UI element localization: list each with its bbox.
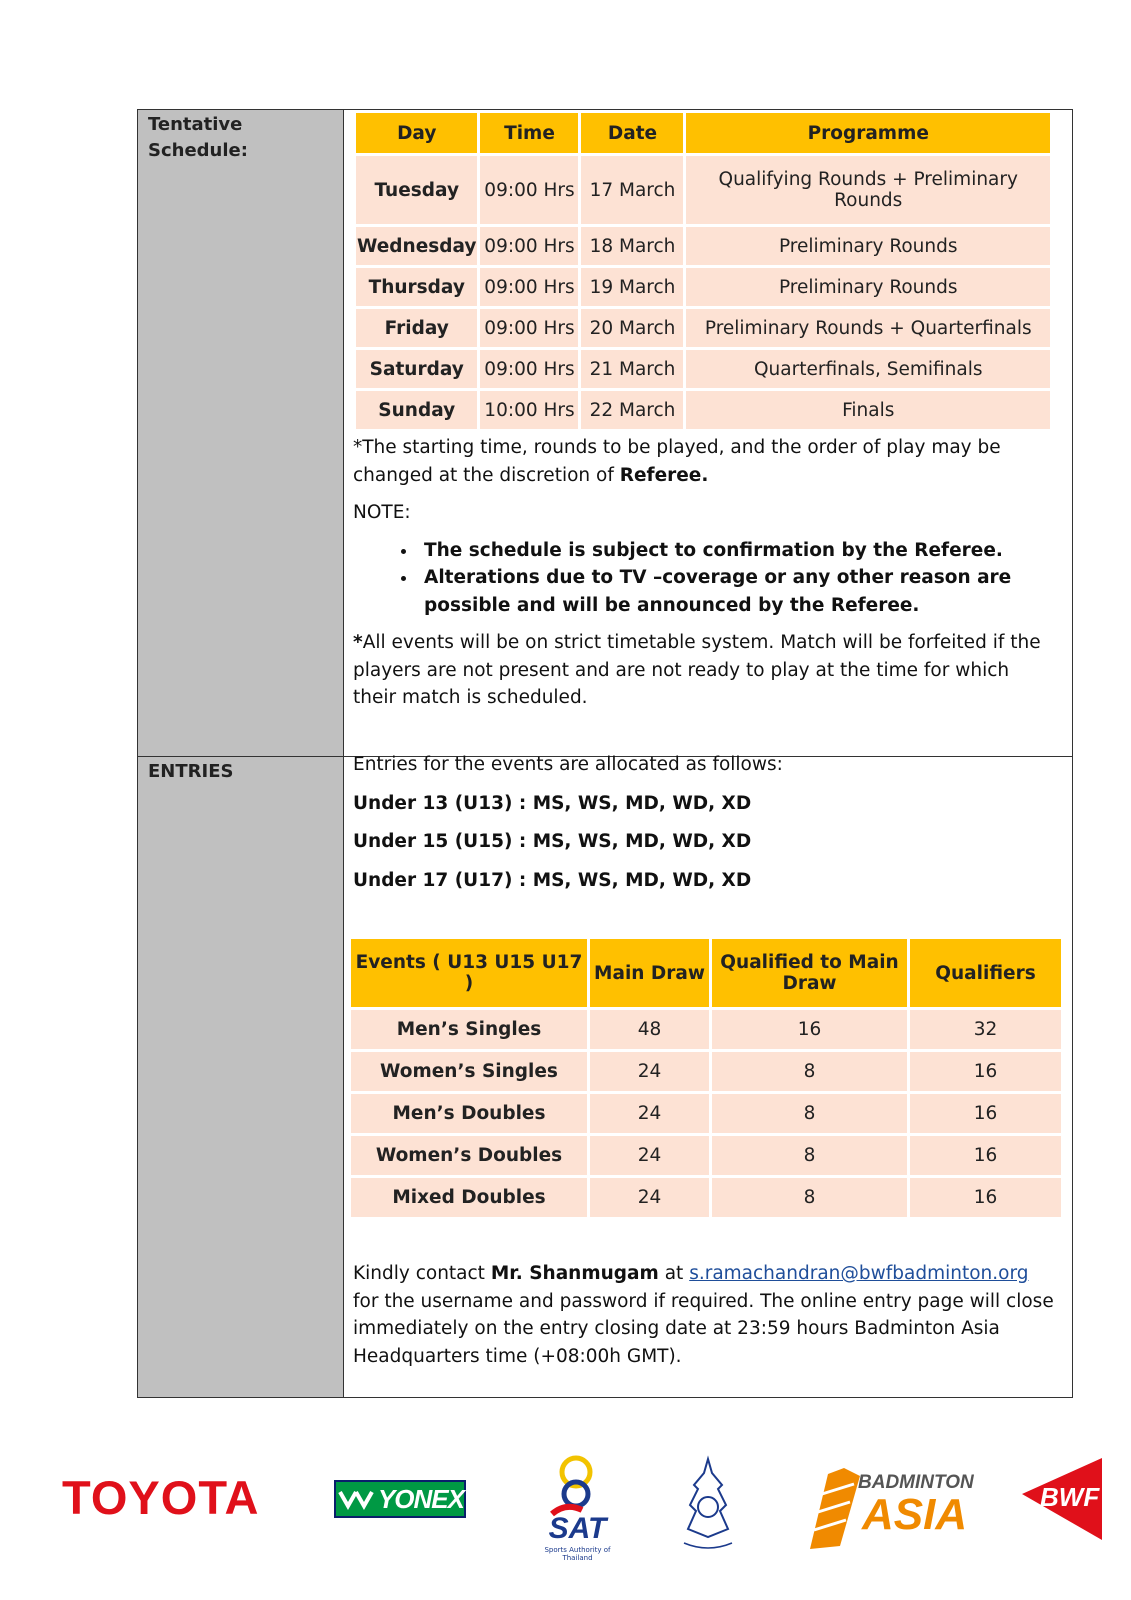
contact-name: Mr. Shanmugam xyxy=(490,1263,659,1284)
asia-text: ASIA xyxy=(862,1490,968,1539)
schedule-header-row xyxy=(356,113,1050,153)
timetable-asterisk: * xyxy=(353,632,363,653)
entries-main: 24 xyxy=(590,1136,709,1175)
age-line-u17: Under 17 (U17) : MS, WS, MD, WD, XD xyxy=(353,869,752,891)
association-crest-logo xyxy=(678,1455,738,1555)
note-bullet: • Alterations due to TV –coverage or any other reason are possible and will be announced by the Referee. xyxy=(418,564,1058,619)
entries-qualified: 8 xyxy=(712,1178,907,1217)
entries-intro-block xyxy=(353,751,1058,894)
entries-qualifiers: 16 xyxy=(910,1052,1061,1091)
schedule-day: Wednesday xyxy=(356,227,477,265)
entries-header-qualifiers: Qualifiers xyxy=(910,939,1061,1007)
schedule-table xyxy=(353,110,1053,432)
entries-event: Men’s Doubles xyxy=(351,1094,587,1133)
entries-qualifiers: 16 xyxy=(910,1178,1061,1217)
contact-paragraph xyxy=(353,1260,1058,1370)
schedule-row xyxy=(356,268,1050,306)
yonex-logo xyxy=(334,1480,466,1518)
schedule-header-time: Time xyxy=(480,113,578,153)
entries-qualifiers: 16 xyxy=(910,1136,1061,1175)
schedule-programme: Preliminary Rounds xyxy=(686,227,1050,265)
schedule-time: 09:00 Hrs xyxy=(480,268,578,306)
order-of-play-note xyxy=(353,434,1058,489)
entries-main: 24 xyxy=(590,1178,709,1217)
contact-post: for the username and password if required. The online entry page will close immediately on the entry closing date at 23:59 hours Badminton Asia Headquarters time (+08:00h GMT). xyxy=(353,1290,1054,1367)
schedule-time: 09:00 Hrs xyxy=(480,156,578,224)
contact-pre: Kindly contact xyxy=(353,1263,485,1284)
entries-event: Women’s Doubles xyxy=(351,1136,587,1175)
entries-header-qualified: Qualified to Main Draw xyxy=(712,939,907,1007)
schedule-date: 22 March xyxy=(581,391,683,429)
entries-main: 48 xyxy=(590,1010,709,1049)
entries-row xyxy=(351,1094,1061,1133)
schedule-programme: Finals xyxy=(686,391,1050,429)
entries-qualified: 16 xyxy=(712,1010,907,1049)
entries-row xyxy=(351,1052,1061,1091)
bwf-logo xyxy=(1014,1454,1110,1544)
schedule-programme: Quarterfinals, Semifinals xyxy=(686,350,1050,388)
sat-text: SAT xyxy=(548,1512,607,1545)
sat-subtitle: Sports Authority of Thailand xyxy=(544,1546,611,1562)
schedule-programme: Preliminary Rounds xyxy=(686,268,1050,306)
entries-header-row xyxy=(351,939,1061,1007)
entries-table xyxy=(348,936,1064,1220)
schedule-header-day: Day xyxy=(356,113,477,153)
entries-event: Men’s Singles xyxy=(351,1010,587,1049)
schedule-day: Thursday xyxy=(356,268,477,306)
yonex-mark-icon xyxy=(336,1488,378,1510)
note-bullet: • The schedule is subject to confirmation by the Referee. xyxy=(418,537,1058,565)
entries-label: ENTRIES xyxy=(148,761,234,782)
schedule-row xyxy=(356,350,1050,388)
schedule-day: Saturday xyxy=(356,350,477,388)
schedule-time: 09:00 Hrs xyxy=(480,350,578,388)
schedule-day: Friday xyxy=(356,309,477,347)
schedule-date: 17 March xyxy=(581,156,683,224)
entries-row xyxy=(351,1136,1061,1175)
schedule-day: Sunday xyxy=(356,391,477,429)
schedule-header-date: Date xyxy=(581,113,683,153)
schedule-row xyxy=(356,391,1050,429)
schedule-day: Tuesday xyxy=(356,156,477,224)
schedule-date: 19 March xyxy=(581,268,683,306)
schedule-programme: Qualifying Rounds + Preliminary Rounds xyxy=(686,156,1050,224)
schedule-row xyxy=(356,227,1050,265)
note-heading: NOTE: xyxy=(353,502,411,523)
schedule-time: 09:00 Hrs xyxy=(480,227,578,265)
schedule-date: 18 March xyxy=(581,227,683,265)
entries-row xyxy=(351,1010,1061,1049)
schedule-date: 20 March xyxy=(581,309,683,347)
contact-email-link[interactable]: s.ramachandran@bwfbadminton.org xyxy=(689,1263,1029,1284)
sponsor-logos xyxy=(0,1450,1131,1590)
age-line-u13: Under 13 (U13) : MS, WS, MD, WD, XD xyxy=(353,792,752,814)
schedule-date: 21 March xyxy=(581,350,683,388)
entries-qualified: 8 xyxy=(712,1094,907,1133)
badminton-text: BADMINTON xyxy=(858,1472,974,1493)
entries-qualified: 8 xyxy=(712,1052,907,1091)
entries-qualified: 8 xyxy=(712,1136,907,1175)
entries-header-main-draw: Main Draw xyxy=(590,939,709,1007)
schedule-label: Tentative Schedule: xyxy=(148,114,248,161)
sat-logo xyxy=(530,1450,625,1560)
schedule-row xyxy=(356,156,1050,224)
crest-icon xyxy=(678,1455,738,1555)
entries-event: Women’s Singles xyxy=(351,1052,587,1091)
schedule-time: 09:00 Hrs xyxy=(480,309,578,347)
note-bullets xyxy=(353,537,1058,620)
timetable-text: All events will be on strict timetable system. Match will be forfeited if the players are not present and are not ready to play at the time for which their match is scheduled. xyxy=(353,632,1041,708)
schedule-notes xyxy=(353,434,1058,712)
contact-at: at xyxy=(664,1263,684,1284)
entries-main: 24 xyxy=(590,1052,709,1091)
entries-qualifiers: 32 xyxy=(910,1010,1061,1049)
entries-qualifiers: 16 xyxy=(910,1094,1061,1133)
yonex-text: YONEX xyxy=(377,1483,464,1514)
order-of-play-text: *The starting time, rounds to be played, and the order of play may be changed at the discretion of xyxy=(353,437,1001,486)
schedule-header-programme: Programme xyxy=(686,113,1050,153)
schedule-row xyxy=(356,309,1050,347)
referee-word: Referee. xyxy=(619,464,709,486)
toyota-logo: TOYOTA xyxy=(62,1471,260,1524)
document-frame xyxy=(137,109,1073,1398)
badminton-asia-logo xyxy=(800,1454,974,1564)
entries-header-events: Events ( U13 U15 U17 ) xyxy=(351,939,587,1007)
bwf-text: BWF xyxy=(1040,1482,1100,1512)
entries-main: 24 xyxy=(590,1094,709,1133)
timetable-note xyxy=(353,629,1058,712)
age-line-u15: Under 15 (U15) : MS, WS, MD, WD, XD xyxy=(353,831,752,852)
entries-event: Mixed Doubles xyxy=(351,1178,587,1217)
label-column xyxy=(138,110,344,1397)
schedule-time: 10:00 Hrs xyxy=(480,391,578,429)
schedule-programme: Preliminary Rounds + Quarterfinals xyxy=(686,309,1050,347)
entries-intro: Entries for the events are allocated as follows: xyxy=(353,754,783,775)
entries-row xyxy=(351,1178,1061,1217)
